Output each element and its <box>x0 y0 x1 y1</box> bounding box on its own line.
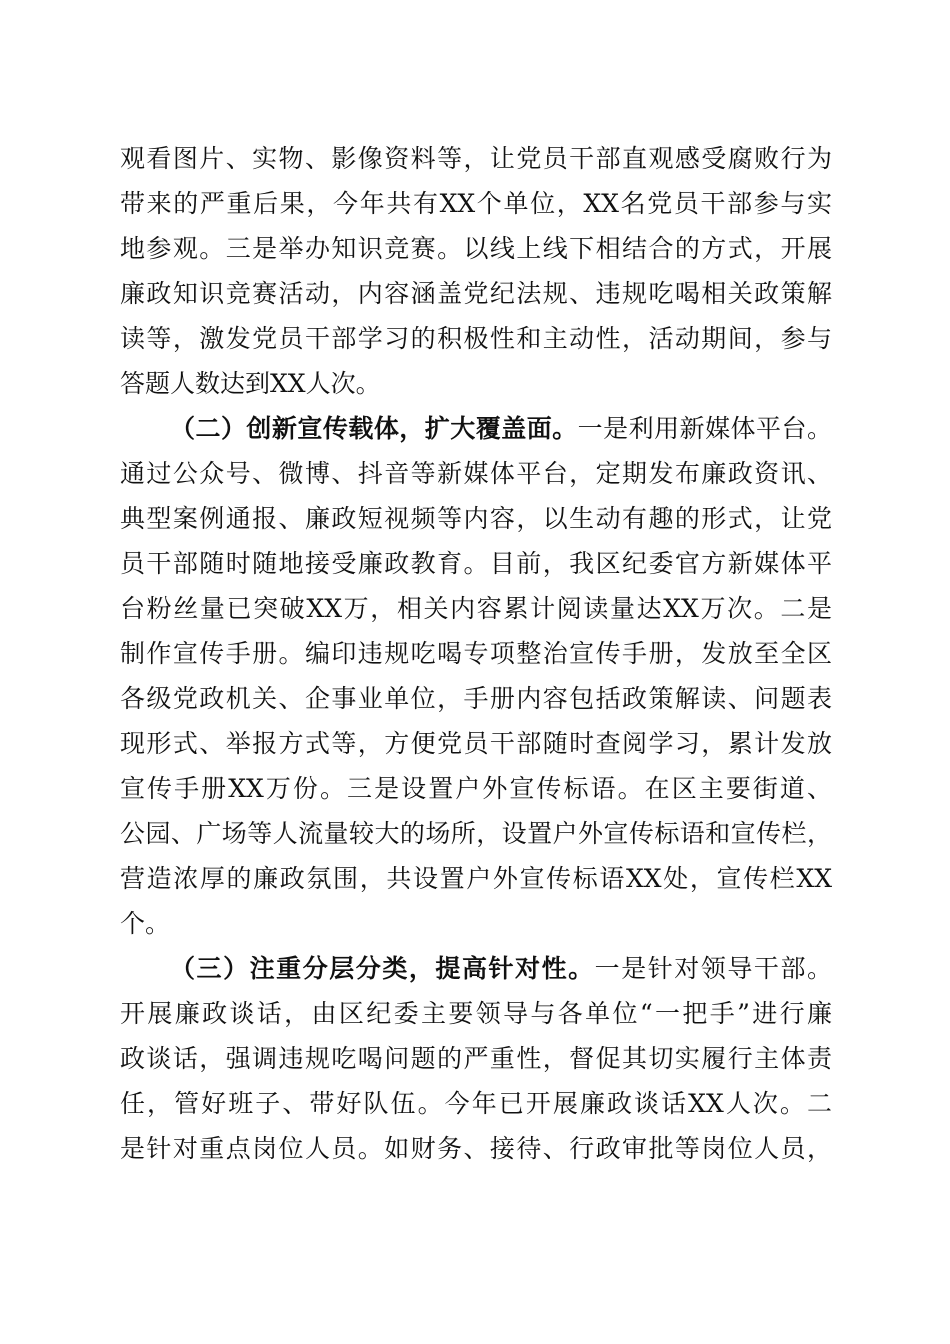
paragraph-3 <box>120 946 832 1171</box>
text-line: 观看图片、实物、影像资料等，让党员干部直观感受腐败行为 <box>120 144 832 173</box>
text-line: 廉政知识竞赛活动，内容涵盖党纪法规、违规吃喝相关政策解 <box>120 279 832 308</box>
text-line <box>120 406 832 451</box>
text-line: 典型案例通报、廉政短视频等内容，以生动有趣的形式，让党 <box>120 504 832 533</box>
text-line: 公园、广场等人流量较大的场所，设置户外宣传标语和宣传栏， <box>120 819 832 848</box>
text-line: 台粉丝量已突破XX万，相关内容累计阅读量达XX万次。二是 <box>120 594 832 623</box>
text-line: 读等，激发党员干部学习的积极性和主动性，活动期间，参与 <box>120 324 832 353</box>
text-line: 任，管好班子、带好队伍。今年已开展廉政谈话XX人次。二 <box>120 1089 832 1118</box>
paragraph-2 <box>120 406 832 946</box>
heading-line-rest: 一是利用新媒体平台。 <box>577 414 832 443</box>
text-line: 现形式、举报方式等，方便党员干部随时查阅学习，累计发放 <box>120 729 832 758</box>
section-heading-2: （二）创新宣传载体，扩大覆盖面。 <box>170 414 578 443</box>
text-line: 营造浓厚的廉政氛围，共设置户外宣传标语XX处，宣传栏XX <box>120 864 832 893</box>
text-line: 开展廉政谈话，由区纪委主要领导与各单位“一把手”进行廉 <box>120 999 832 1028</box>
text-line: 答题人数达到XX人次。 <box>120 369 381 398</box>
section-heading-3: （三）注重分层分类，提高针对性。 <box>170 954 595 983</box>
text-line: 带来的严重后果，今年共有XX个单位，XX名党员干部参与实 <box>120 189 832 218</box>
paragraph-1 <box>120 136 832 406</box>
heading-line-rest: 一是针对领导干部。 <box>594 954 832 983</box>
text-line: 个。 <box>120 909 171 938</box>
text-line: 制作宣传手册。编印违规吃喝专项整治宣传手册，发放至全区 <box>120 639 832 668</box>
text-line: 宣传手册XX万份。三是设置户外宣传标语。在区主要街道、 <box>120 774 832 803</box>
text-line <box>120 946 832 991</box>
text-line: 是针对重点岗位人员。如财务、接待、行政审批等岗位人员， <box>120 1134 832 1163</box>
text-line: 地参观。三是举办知识竞赛。以线上线下相结合的方式，开展 <box>120 234 832 263</box>
text-line: 政谈话，强调违规吃喝问题的严重性，督促其切实履行主体责 <box>120 1044 832 1073</box>
text-line: 各级党政机关、企事业单位，手册内容包括政策解读、问题表 <box>120 684 832 713</box>
text-line: 员干部随时随地接受廉政教育。目前，我区纪委官方新媒体平 <box>120 549 832 578</box>
document-body <box>120 136 832 1171</box>
text-line: 通过公众号、微博、抖音等新媒体平台，定期发布廉政资讯、 <box>120 459 832 488</box>
